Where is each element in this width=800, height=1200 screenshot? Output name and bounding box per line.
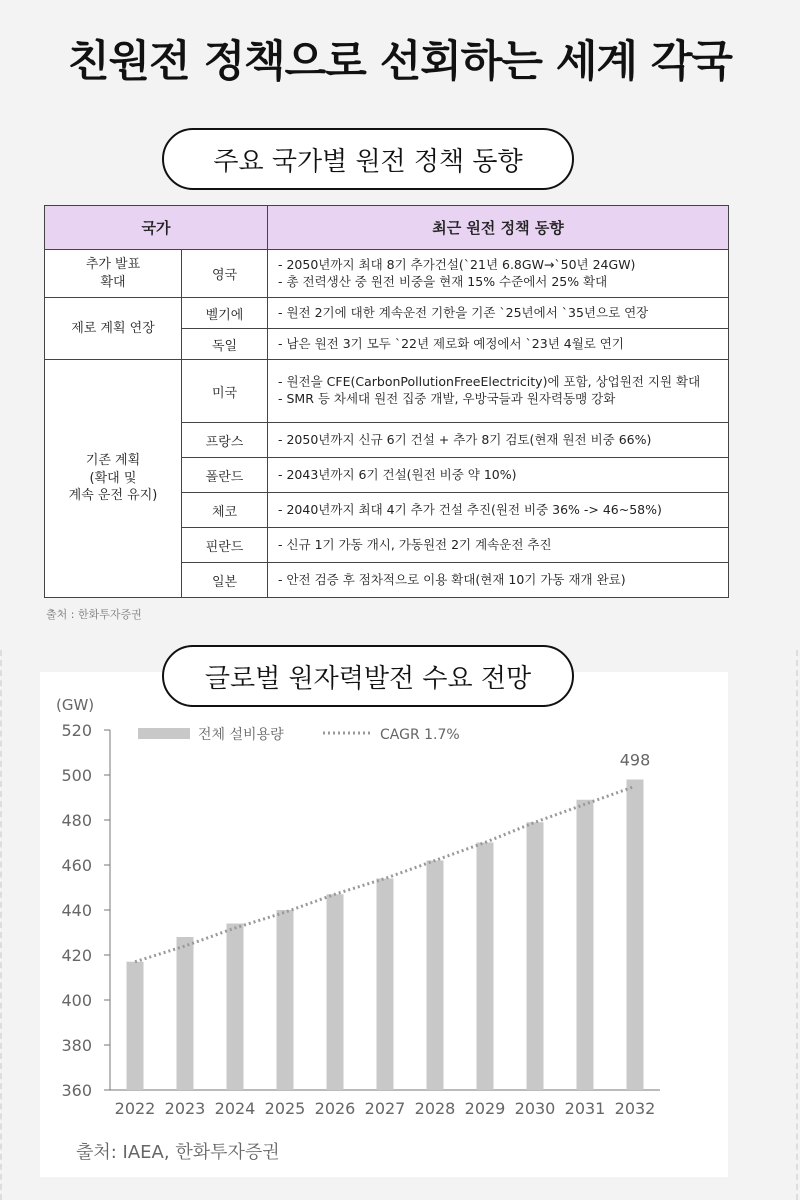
country-cell: 체코 [182, 493, 268, 528]
chart-panel [40, 672, 728, 1177]
bar-2028 [427, 861, 444, 1091]
country-cell: 일본 [182, 563, 268, 598]
table-source: 출처 : 한화투자증권 [46, 608, 142, 621]
policy-line: - 신규 1기 가동 개시, 가동원전 2기 계속운전 추진 [278, 536, 552, 552]
policy-line: - 원전 2기에 대한 계속운전 기한을 기존 `25년에서 `35년으로 연장 [278, 304, 649, 320]
group-cell: 제로 계획 연장 [45, 298, 182, 360]
x-tick-label: 2024 [214, 1099, 256, 1118]
policy-line: - 총 전력생산 중 원전 비중을 현재 15% 수준에서 25% 확대 [278, 273, 608, 289]
header-country: 국가 [45, 206, 268, 250]
y-tick-label: 520 [61, 721, 92, 740]
y-tick-label: 420 [61, 946, 92, 965]
x-tick-label: 2022 [114, 1099, 156, 1118]
policy-cell [268, 250, 729, 298]
policy-line: - 원전을 CFE(CarbonPollutionFreeElectricity)에 포함, 상업원전 지원 확대 [278, 374, 701, 390]
policy-table [44, 205, 729, 598]
x-tick-label: 2030 [514, 1099, 556, 1118]
bar-2024 [227, 924, 244, 1091]
x-tick-label: 2026 [314, 1099, 356, 1118]
bar-2027 [377, 879, 394, 1091]
legend-trend-label: CAGR 1.7% [380, 727, 460, 743]
table-header-row [45, 206, 729, 250]
main-title: 친원전 정책으로 선회하는 세계 각국 [68, 37, 732, 87]
chart-source: 출처: IAEA, 한화투자증권 [76, 1142, 280, 1163]
country-cell: 벨기에 [182, 298, 268, 329]
right-dashed-edge [796, 650, 800, 1200]
table-row [45, 250, 729, 298]
policy-line: - 2050년까지 최대 8기 추가건설(`21년 6.8GW→`50년 24GW) [278, 256, 636, 272]
country-cell: 미국 [182, 360, 268, 423]
y-tick-label: 480 [61, 811, 92, 830]
x-tick-label: 2027 [364, 1099, 406, 1118]
legend-bar-label: 전체 설비용량 [198, 727, 284, 743]
table-row [45, 360, 729, 423]
x-tick-label: 2028 [414, 1099, 456, 1118]
bar-2029 [477, 843, 494, 1091]
policy-line: - 안전 검증 후 점차적으로 이용 확대(현재 10기 가동 재개 완료) [278, 571, 626, 587]
y-tick-label: 400 [61, 991, 92, 1010]
country-cell: 핀란드 [182, 528, 268, 563]
y-tick-label: 360 [61, 1081, 92, 1100]
y-tick-label: 380 [61, 1036, 92, 1055]
x-tick-label: 2025 [264, 1099, 306, 1118]
x-tick-label: 2031 [564, 1099, 606, 1118]
x-tick-label: 2023 [164, 1099, 206, 1118]
data-label: 498 [619, 750, 651, 770]
policy-line: - SMR 등 차세대 원전 집중 개발, 우방국들과 원자력동맹 강화 [278, 391, 616, 406]
nuclear-demand-chart [40, 672, 728, 1177]
left-dashed-edge [0, 650, 4, 1200]
policy-cell [268, 528, 729, 563]
table-row [45, 298, 729, 329]
policy-cell [268, 360, 729, 423]
country-cell: 폴란드 [182, 458, 268, 493]
country-cell: 영국 [182, 250, 268, 298]
policy-line: - 2040년까지 최대 4기 추가 건설 추진(원전 비중 36% -> 46~58%) [278, 501, 662, 517]
policy-cell [268, 458, 729, 493]
legend-bar-swatch [138, 728, 190, 739]
policy-cell [268, 563, 729, 598]
section-heading-chart: 글로벌 원자력발전 수요 전망 [162, 645, 574, 707]
country-cell: 독일 [182, 329, 268, 360]
y-tick-label: 500 [61, 766, 92, 785]
bar-2032 [627, 780, 644, 1091]
bar-2031 [577, 800, 594, 1090]
bar-2022 [127, 962, 144, 1090]
header-policy: 최근 원전 정책 동향 [268, 206, 729, 250]
policy-line: - 남은 원전 3기 모두 `22년 제로화 예정에서 `23년 4월로 연기 [278, 335, 624, 351]
country-cell: 프랑스 [182, 423, 268, 458]
group-cell: 추가 발표 확대 [45, 250, 182, 298]
bar-2030 [527, 822, 544, 1090]
policy-line: - 2050년까지 신규 6기 건설 + 추가 8기 검토(현재 원전 비중 66%) [278, 431, 652, 447]
policy-cell [268, 493, 729, 528]
group-cell: 기존 계획 (확대 및 계속 운전 유지) [45, 360, 182, 598]
y-tick-label: 460 [61, 856, 92, 875]
section-heading-policy: 주요 국가별 원전 정책 동향 [162, 128, 574, 190]
policy-cell [268, 298, 729, 329]
x-tick-label: 2032 [614, 1099, 656, 1118]
policy-table-body [45, 250, 729, 598]
policy-cell [268, 329, 729, 360]
bar-2026 [327, 894, 344, 1090]
policy-line: - 2043년까지 6기 건설(원전 비중 약 10%) [278, 466, 517, 482]
policy-cell [268, 423, 729, 458]
y-axis-unit: (GW) [56, 696, 95, 714]
bar-2025 [277, 910, 294, 1090]
y-tick-label: 440 [61, 901, 92, 920]
bar-2023 [177, 937, 194, 1090]
x-tick-label: 2029 [464, 1099, 506, 1118]
